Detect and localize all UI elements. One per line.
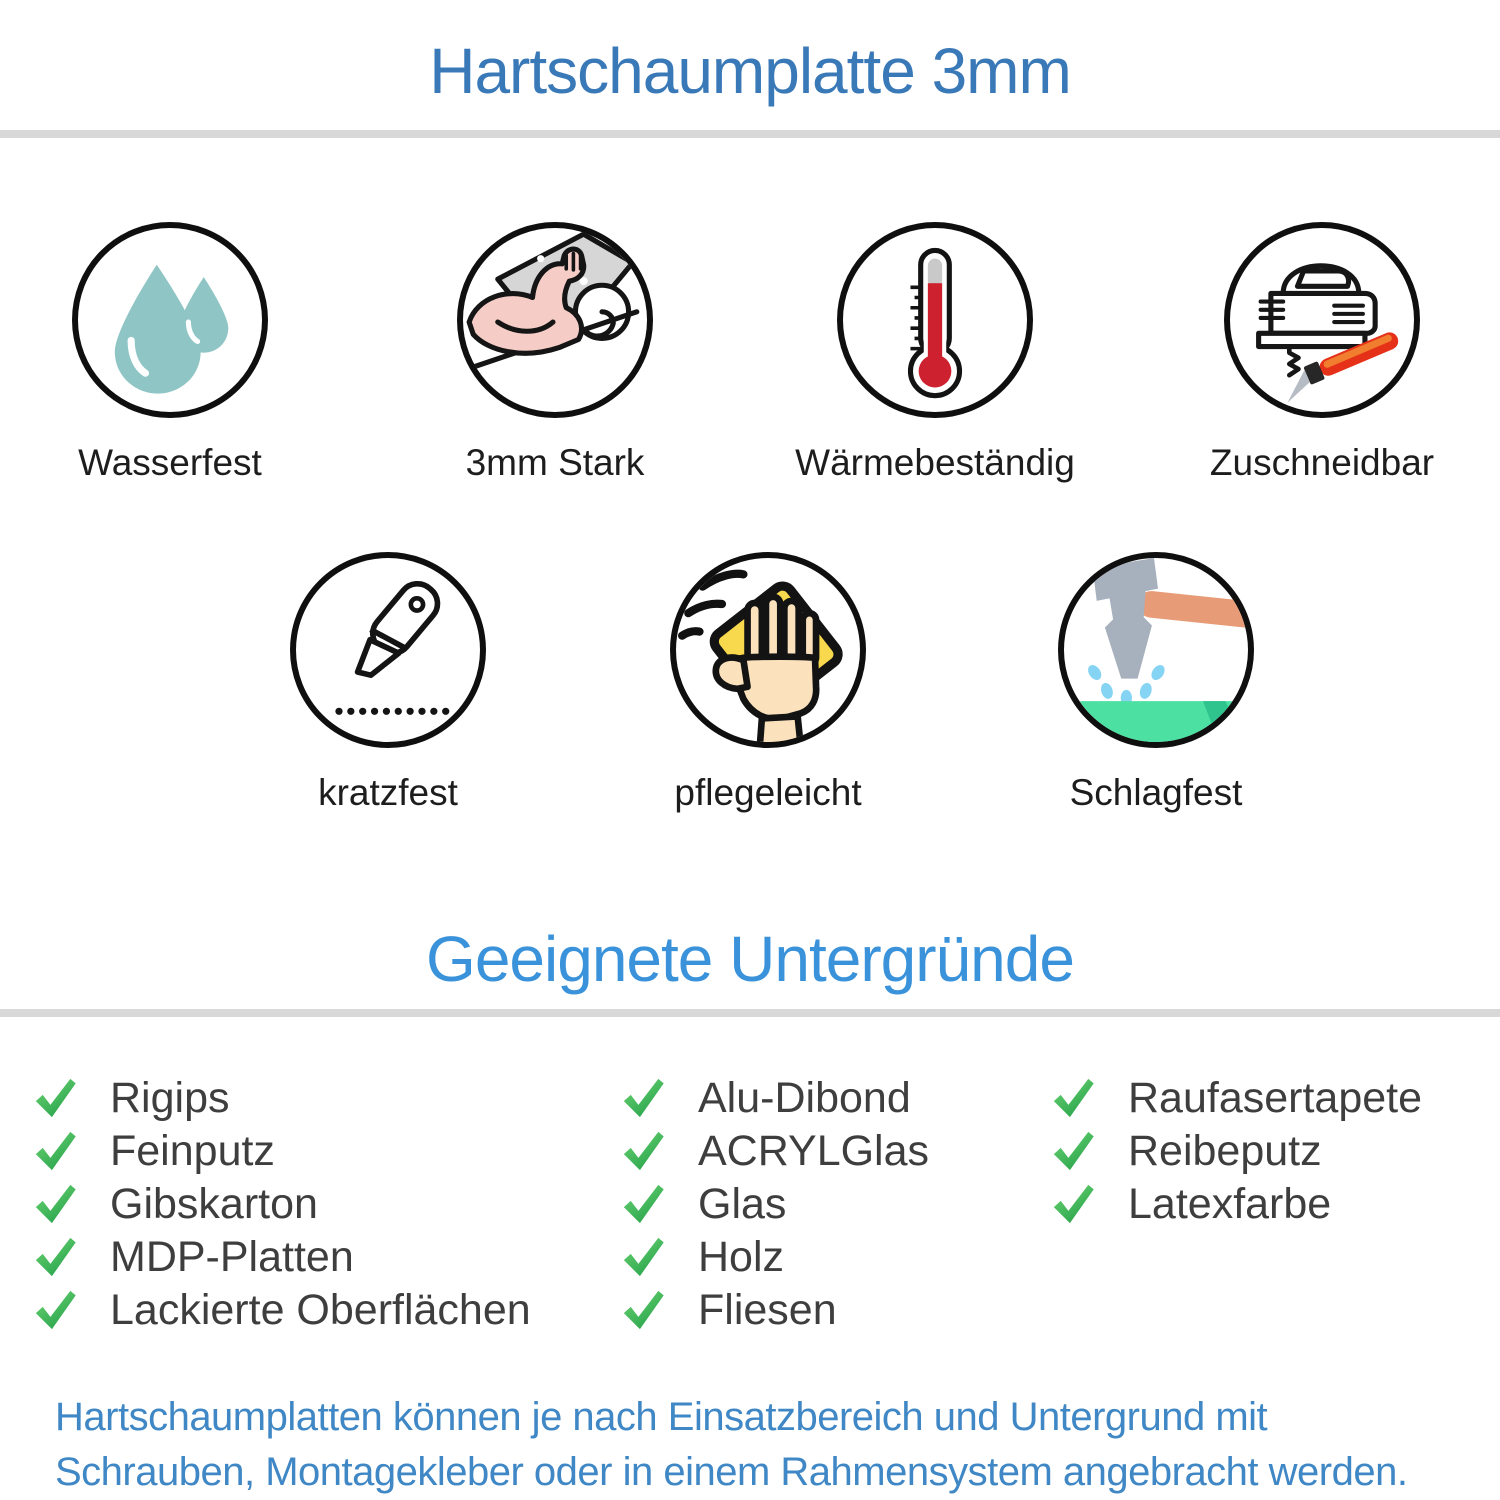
list-item bbox=[32, 1073, 531, 1122]
checkmark-icon bbox=[32, 1075, 78, 1121]
substrate-label: Lackierte Oberflächen bbox=[110, 1285, 531, 1334]
cleaning-hand-cloth-icon bbox=[676, 558, 860, 742]
muscle-arm-roll-icon bbox=[463, 228, 647, 412]
checkmark-icon bbox=[620, 1075, 666, 1121]
hammer-impact-icon bbox=[1064, 558, 1248, 742]
list-item bbox=[620, 1232, 929, 1281]
feature-circle bbox=[457, 222, 653, 418]
substrates-column-1 bbox=[32, 1073, 531, 1341]
feature-heat-resistant bbox=[765, 222, 1105, 484]
substrate-label: Raufasertapete bbox=[1128, 1073, 1423, 1122]
mounting-note: Hartschaumplatten können je nach Einsatzbereich und Untergrund mit Schrauben, Montagekleber oder in einem Rahmensystem angebracht werden. bbox=[55, 1395, 1408, 1494]
feature-circle bbox=[837, 222, 1033, 418]
divider-top bbox=[0, 130, 1500, 138]
substrates-column-3 bbox=[1050, 1073, 1423, 1235]
substrate-label: Holz bbox=[698, 1232, 785, 1281]
feature-label: Zuschneidbar bbox=[1209, 442, 1435, 483]
checkmark-icon bbox=[32, 1287, 78, 1333]
feature-impact-resistant bbox=[986, 552, 1326, 814]
feature-cuttable bbox=[1152, 222, 1492, 484]
substrate-label: ACRYLGlas bbox=[698, 1126, 930, 1175]
substrates-column-2 bbox=[620, 1073, 930, 1341]
checkmark-icon bbox=[1050, 1075, 1096, 1121]
feature-circle bbox=[1224, 222, 1420, 418]
section-title: Geeignete Untergründe bbox=[426, 923, 1074, 995]
checkmark-icon bbox=[32, 1128, 78, 1174]
list-item bbox=[32, 1232, 531, 1281]
thermometer-icon bbox=[843, 228, 1027, 412]
feature-circle bbox=[670, 552, 866, 748]
substrate-label: Rigips bbox=[110, 1073, 230, 1122]
divider-middle bbox=[0, 1009, 1500, 1017]
substrate-label: Glas bbox=[698, 1179, 787, 1228]
feature-waterproof bbox=[0, 222, 340, 484]
water-drops-icon bbox=[78, 228, 262, 412]
list-item bbox=[620, 1073, 929, 1122]
feature-label: Wärmebeständig bbox=[795, 442, 1075, 483]
checkmark-icon bbox=[620, 1287, 666, 1333]
list-item bbox=[32, 1285, 531, 1334]
feature-circle bbox=[290, 552, 486, 748]
feature-scratchproof bbox=[218, 552, 558, 814]
utility-knife-icon bbox=[296, 558, 480, 742]
feature-circle bbox=[1058, 552, 1254, 748]
feature-label: 3mm Stark bbox=[465, 442, 645, 483]
list-item bbox=[620, 1285, 929, 1334]
checkmark-icon bbox=[1050, 1181, 1096, 1227]
list-item bbox=[32, 1179, 531, 1228]
checkmark-icon bbox=[32, 1181, 78, 1227]
jigsaw-knife-icon bbox=[1230, 228, 1414, 412]
checkmark-icon bbox=[32, 1234, 78, 1280]
checkmark-icon bbox=[620, 1234, 666, 1280]
checkmark-icon bbox=[1050, 1128, 1096, 1174]
feature-easy-care bbox=[598, 552, 938, 814]
feature-circle bbox=[72, 222, 268, 418]
list-item bbox=[32, 1126, 531, 1175]
list-item bbox=[1050, 1073, 1423, 1122]
substrate-label: Fliesen bbox=[698, 1285, 837, 1334]
list-item bbox=[620, 1126, 930, 1175]
feature-label: kratzfest bbox=[318, 772, 458, 813]
feature-label: Wasserfest bbox=[78, 442, 262, 483]
feature-label: Schlagfest bbox=[1069, 772, 1243, 813]
list-item bbox=[620, 1179, 929, 1228]
checkmark-icon bbox=[620, 1181, 666, 1227]
substrate-label: Latexfarbe bbox=[1128, 1179, 1332, 1228]
page-title: Hartschaumplatte 3mm bbox=[429, 35, 1071, 107]
feature-label: pflegeleicht bbox=[674, 772, 862, 813]
substrate-label: Feinputz bbox=[110, 1126, 275, 1175]
feature-thickness bbox=[385, 222, 725, 484]
list-item bbox=[1050, 1179, 1422, 1228]
checkmark-icon bbox=[620, 1128, 666, 1174]
substrate-label: Gibskarton bbox=[110, 1179, 318, 1228]
substrate-label: Alu-Dibond bbox=[698, 1073, 911, 1122]
list-item bbox=[1050, 1126, 1422, 1175]
substrate-label: Reibeputz bbox=[1128, 1126, 1322, 1175]
substrate-label: MDP-Platten bbox=[110, 1232, 354, 1281]
